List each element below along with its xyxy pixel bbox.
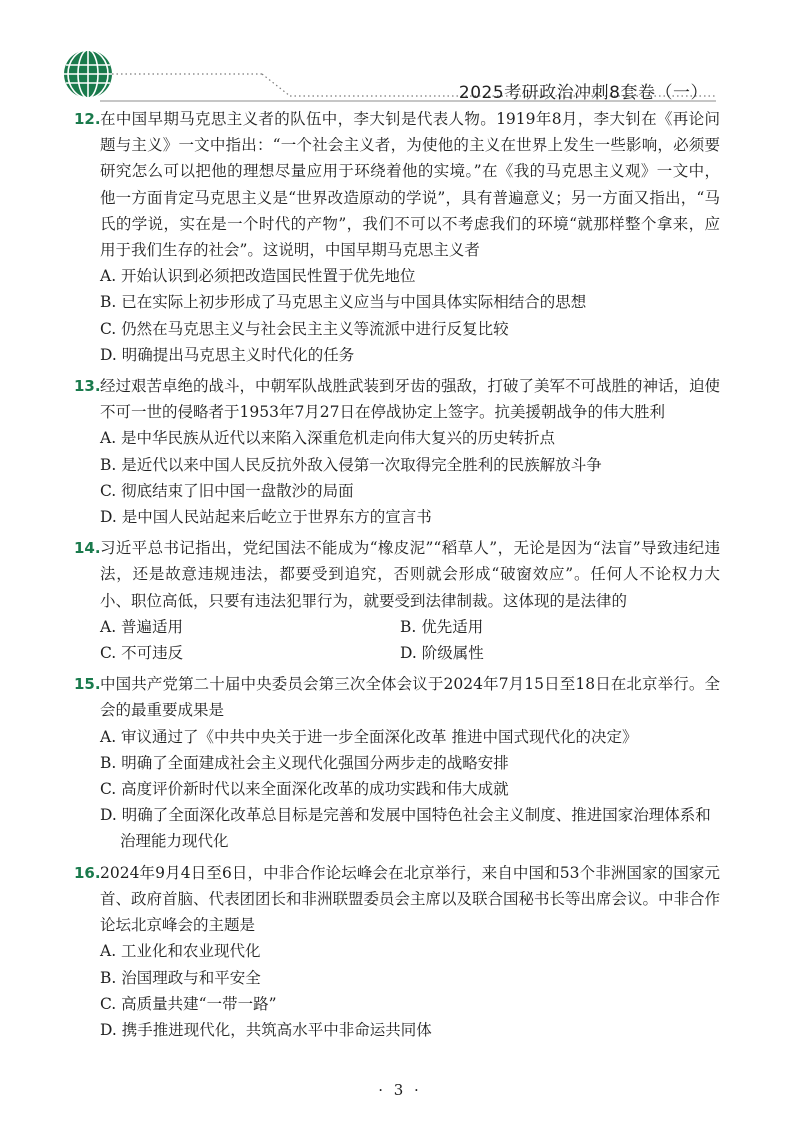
option-a: A. 普遍适用: [100, 617, 184, 636]
option-a: A. 是中华民族从近代以来陷入深重危机走向伟大复兴的历史转折点: [100, 429, 556, 448]
option-c: C. 不可违反: [100, 644, 184, 663]
option-d: D. 明确提出马克思主义时代化的任务: [100, 345, 355, 364]
option-b: B. 优先适用: [400, 617, 484, 636]
question-list: [74, 106, 721, 1048]
option-c: C. 彻底结束了旧中国一盘散沙的局面: [100, 481, 354, 500]
question-stem: [74, 860, 721, 939]
question-14: [74, 535, 720, 666]
option-a: A. 审议通过了《中共中央关于进一步全面深化改革 推进中国式现代化的决定》: [100, 727, 638, 746]
option-b: B. 是近代以来中国人民反抗外敌入侵第一次取得完全胜利的民族解放斗争: [100, 455, 602, 474]
globe-icon: [62, 48, 114, 100]
options-grid: [100, 614, 720, 666]
question-stem: [74, 106, 720, 263]
option-b: B. 已在实际上初步形成了马克思主义应当与中国具体实际相结合的思想: [100, 293, 587, 312]
question-15: [74, 671, 720, 854]
question-text: 中国共产党第二十届中央委员会第三次全体会议于2024年7月15日至18日在北京举行。全会的最重要成果是: [100, 675, 720, 720]
page-number: · 3 ·: [378, 1081, 422, 1099]
header-title: 2025考研政治冲刺8套卷（一）: [458, 83, 708, 103]
option-c: C. 仍然在马克思主义与社会民主主义等流派中进行反复比较: [100, 319, 509, 338]
option-a: A. 工业化和农业现代化: [100, 942, 261, 961]
question-text: 习近平总书记指出，党纪国法不能成为“橡皮泥”“稻草人”，无论是因为“法盲”导致违纪违法，还是故意违规违法，都要受到追究，否则就会形成“破窗效应”。任何人不论权力大小、职位高低，只要有违法犯罪行为，就要受到法律制裁。这体现的是法律的: [100, 539, 720, 610]
question-16: [74, 860, 721, 1043]
option-c: C. 高度评价新时代以来全面深化改革的成功实践和伟大成就: [100, 780, 509, 799]
question-number: 12.: [74, 110, 101, 128]
question-number: 15.: [74, 675, 101, 694]
question-stem: [74, 671, 720, 723]
option-d: D. 是中国人民站起来后屹立于世界东方的宣言书: [100, 508, 432, 527]
option-b: B. 治国理政与和平安全: [100, 968, 261, 987]
option-b: B. 明确了全面建成社会主义现代化强国分两步走的战略安排: [100, 753, 509, 772]
option-d: D. 携手推进现代化，共筑高水平中非命运共同体: [100, 1020, 432, 1039]
question-text: 在中国早期马克思主义者的队伍中，李大钊是代表人物。1919年8月，李大钊在《再论问题与主义》一文中指出：“一个社会主义者，为使他的主义在世界上发生一些影响，必须要研究怎么可以把他的理想尽量应用于环绕着他的实境。”在《我的马克思主义观》一文中，他一方面肯定马克思主义是“世界改造原动的学说”，具有普遍意义；另一方面又指出，“马氏的学说，实在是一个时代的产物”，我们不可以不考虑我们的环境“就那样整个拿来，应用于我们生存的社会”。这说明，中国早期马克思主义者: [100, 110, 720, 260]
question-number: 16.: [74, 863, 101, 882]
question-stem: [74, 373, 721, 425]
option-c: C. 高质量共建“一带一路”: [100, 994, 277, 1013]
question-number: 13.: [74, 377, 101, 396]
question-text: 经过艰苦卓绝的战斗，中朝军队战胜武装到牙齿的强敌，打破了美军不可战胜的神话，迫使不可一世的侵略者于1953年7月27日在停战协定上签字。抗美援朝战争的伟大胜利: [100, 377, 721, 422]
question-12: [74, 106, 720, 368]
option-d-continued: 治理能力现代化: [120, 832, 229, 851]
option-d: D. 明确了全面深化改革总目标是完善和发展中国特色社会主义制度、推进国家治理体系和: [100, 806, 711, 825]
question-13: [74, 373, 721, 530]
question-text: 2024年9月4日至6日，中非合作论坛峰会在北京举行，来自中国和53个非洲国家的国家元首、政府首脑、代表团团长和非洲联盟委员会主席以及联合国秘书长等出席会议。中非合作论坛北京峰会的主题是: [100, 863, 721, 935]
question-number: 14.: [74, 539, 101, 558]
question-stem: [74, 535, 720, 614]
page-header: [0, 0, 800, 110]
option-d: D. 阶级属性: [400, 644, 484, 663]
option-a: A. 开始认识到必须把改造国民性置于优先地位: [100, 267, 416, 286]
